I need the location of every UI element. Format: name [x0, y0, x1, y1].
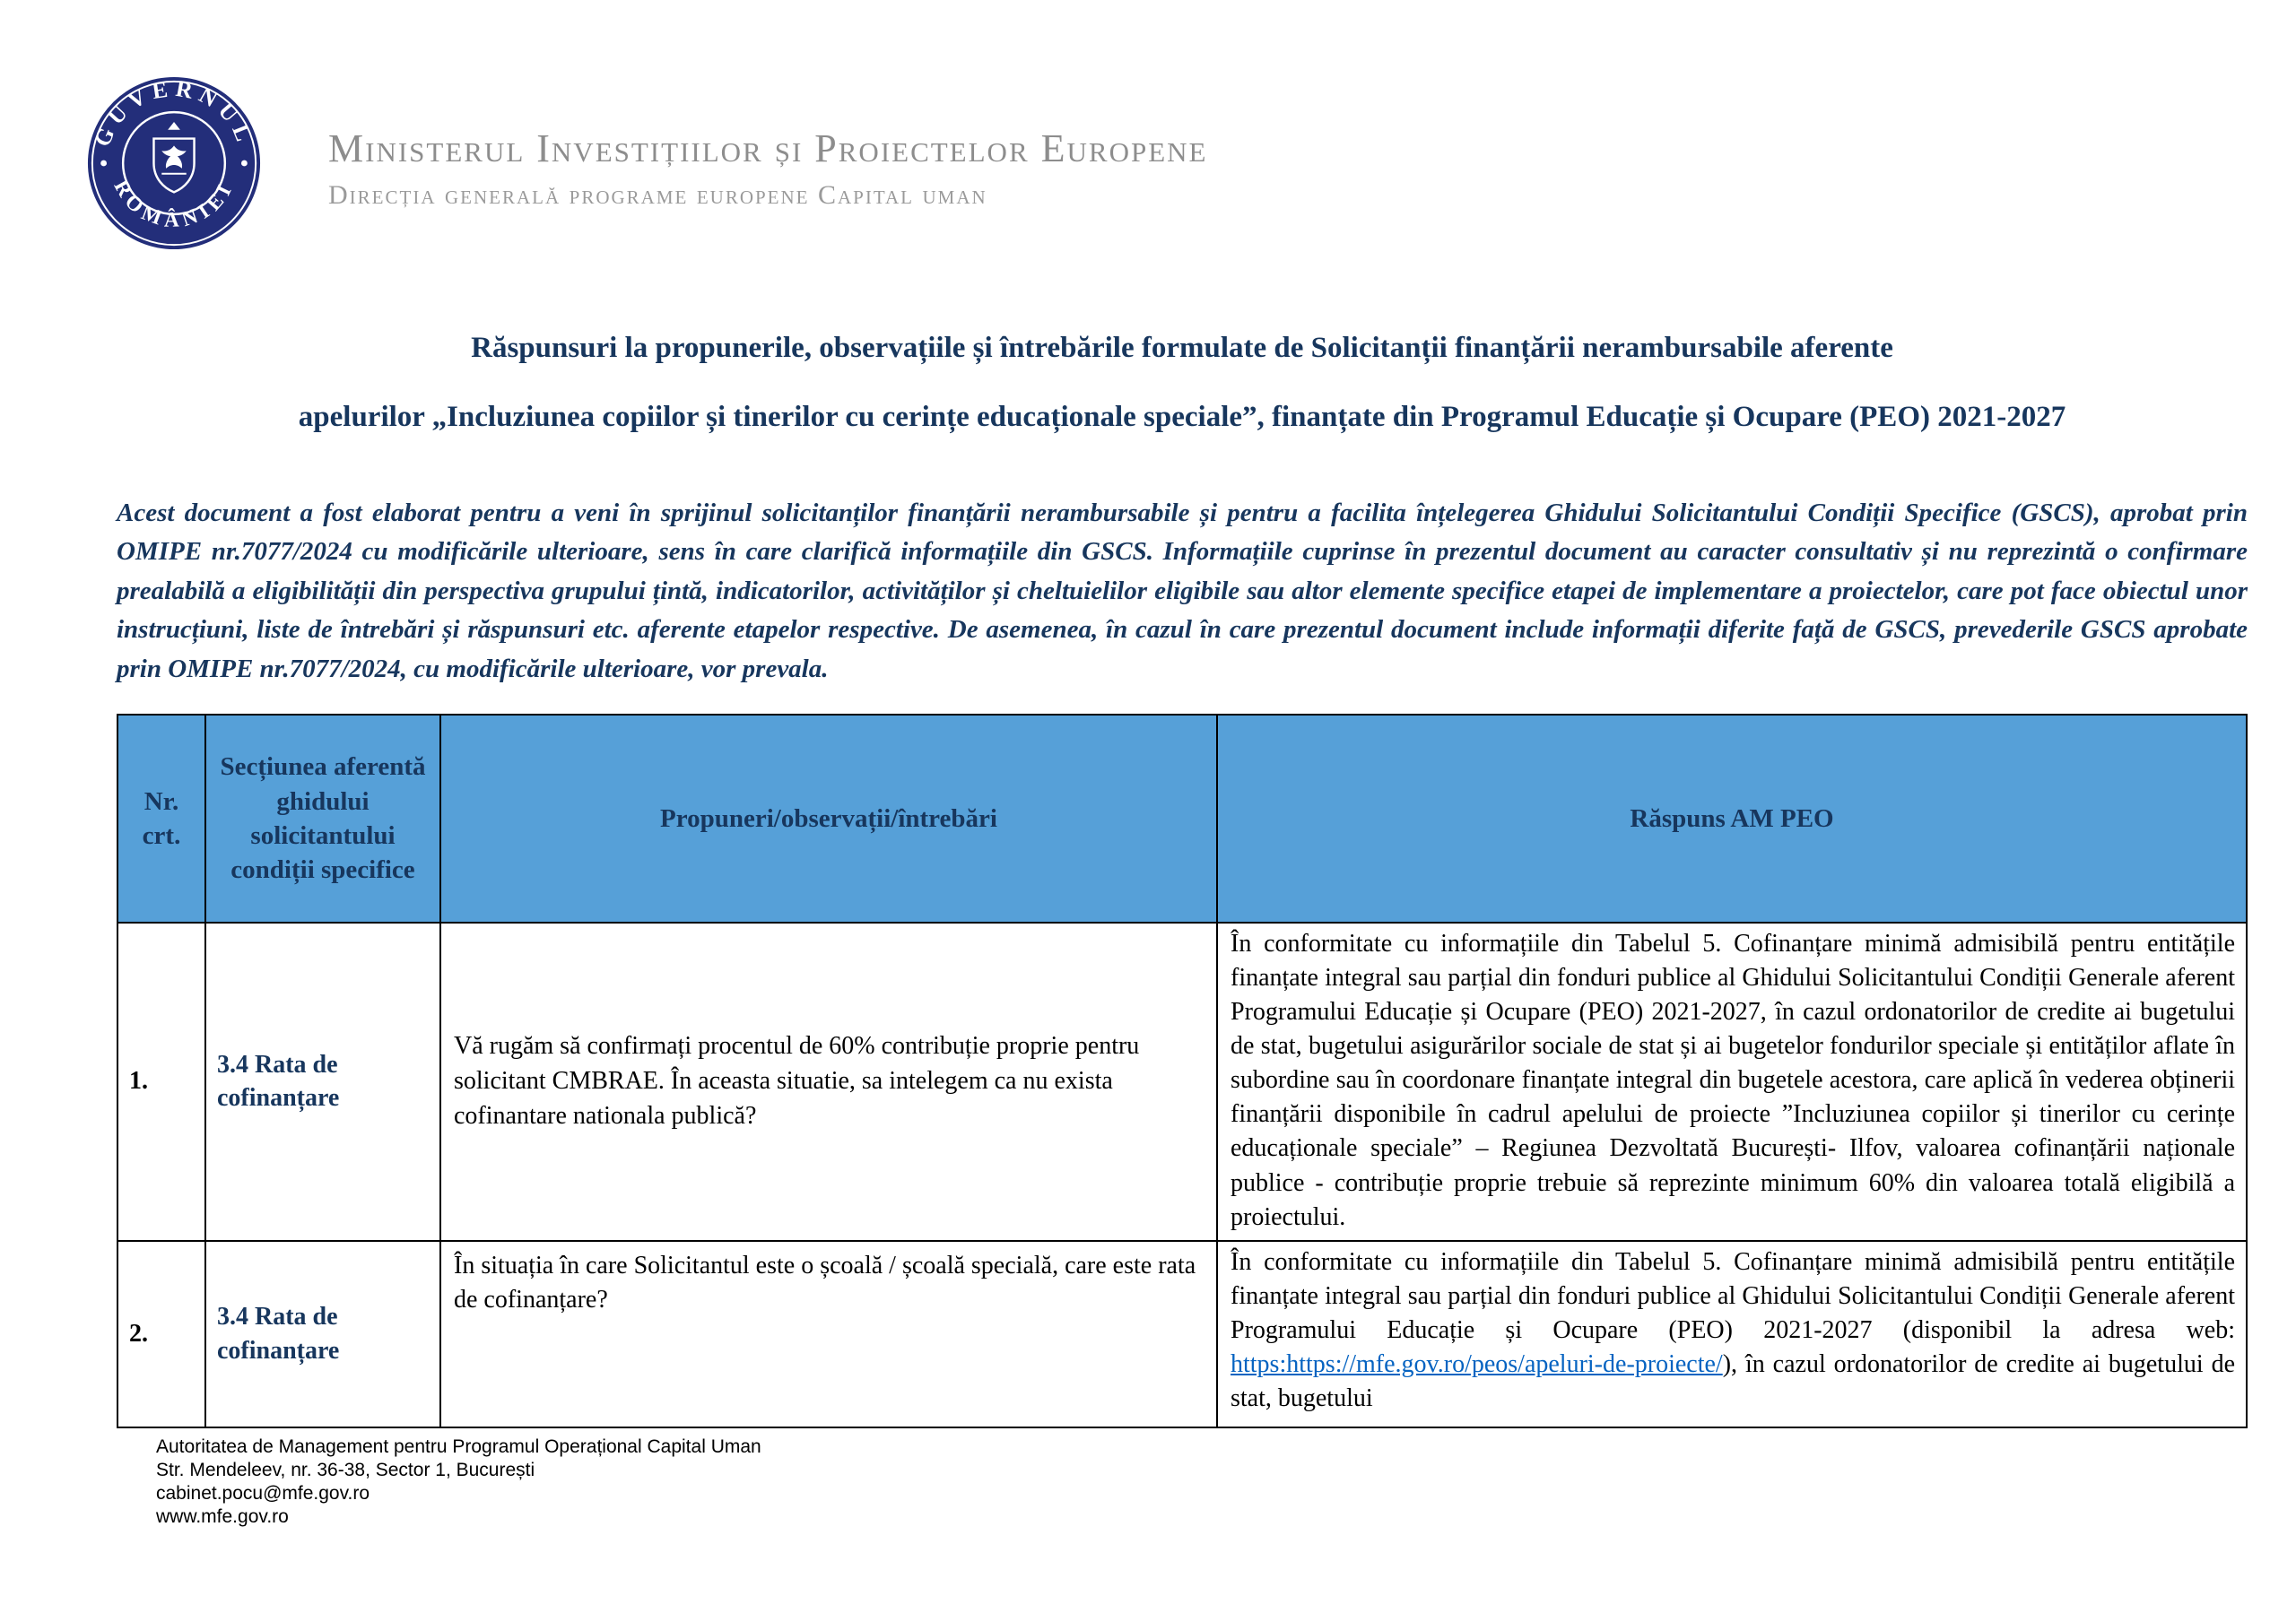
- seal-text-top: GUVERNUL: [89, 75, 259, 151]
- col-header-answer: Răspuns AM PEO: [1217, 715, 2247, 923]
- answer-text-before-link: În conformitate cu informațiile din Tabelul 5. Cofinanțare minimă admisibilă pentru entitățile finanțate integral sau parțial din fonduri publice al Ghidului Solicitantului Condiții Generale aferent Programului Educație și Ocupare (PEO) 2021-2027 (disponibil la adresa web:: [1231, 1247, 2235, 1344]
- row-question: Vă rugăm să confirmați procentul de 60% contribuție proprie pentru solicitant CMBRAE. În aceasta situatie, sa intelegem ca nu exista cofinantare nationala publică?: [440, 923, 1217, 1241]
- ministry-header-block: [328, 75, 1207, 211]
- directorate-name: Direcția generală programe europene Capital uman: [328, 180, 987, 210]
- row-answer-text: [1231, 1245, 2235, 1416]
- footer-authority: Autoritatea de Management pentru Programul Operațional Capital Uman: [156, 1436, 761, 1457]
- col-header-questions: Propuneri/observații/întrebări: [440, 715, 1217, 923]
- footer-email: cabinet.pocu@mfe.gov.ro: [156, 1482, 370, 1504]
- col-header-section: Secțiunea aferentă ghidului solicitantului condiții specifice: [205, 715, 440, 923]
- seal-dot-right: [241, 160, 248, 167]
- table-header-row: [117, 715, 2247, 923]
- title-line-2: apelurilor „Incluziunea copiilor și tinerilor cu cerințe educaționale speciale”, finanțate din Programul Educație și Ocupare (PEO) 2021-2027: [298, 401, 2066, 434]
- seal-dot-left: [100, 160, 107, 167]
- answer-text-after-link: ), în cazul ordonatorilor de credite ai bugetului de stat, bugetului: [1231, 1349, 2235, 1413]
- government-seal-logo: [86, 75, 262, 251]
- row-number: 2.: [117, 1241, 205, 1427]
- footer-website: www.mfe.gov.ro: [156, 1505, 289, 1527]
- table-row: [117, 1241, 2247, 1427]
- document-footer: [156, 1436, 2248, 1529]
- document-header: [0, 0, 2296, 251]
- ministry-name: Ministerul Investițiilor și Proiectelor Europene: [328, 126, 1208, 170]
- intro-paragraph: Acest document a fost elaborat pentru a veni în sprijinul solicitanților finanțării nerambursabile și pentru a facilita înțelegerea Ghidului Solicitantului Condiții Specifice (GSCS), aprobat prin OMIPE nr.7077/2024 cu modificările ulterioare, sens în care clarifică informațiile din GSCS. Informațiile cuprinse în prezentul document au caracter consultativ și nu reprezintă o confirmare prealabilă a eligibilității din perspectiva grupului țintă, indicatorilor, activităților și cheltuielilor eligibile sau altor elemente specifice etapei de implementare a proiectelor, care pot face obiectul unor instrucțiuni, liste de întrebări și răspunsuri etc. aferente etapelor respective. De asemenea, în cazul în care prezentul document include informații diferite față de GSCS, prevederile GSCS aprobate prin OMIPE nr.7077/2024, cu modificările ulterioare, vor prevala.: [117, 498, 2248, 683]
- row-question: În situația în care Solicitantul este o școală / școală specială, care este rata de cofinanțare?: [440, 1241, 1217, 1427]
- answer-hyperlink[interactable]: https:https://mfe.gov.ro/peos/apeluri-de-proiecte/: [1231, 1349, 1723, 1378]
- row-section: 3.4 Rata de cofinanțare: [205, 1241, 440, 1427]
- table-row: [117, 923, 2247, 1241]
- row-answer: [1217, 1241, 2247, 1427]
- document-title: [117, 330, 2248, 437]
- footer-address: Str. Mendeleev, nr. 36-38, Sector 1, București: [156, 1459, 535, 1480]
- row-answer: În conformitate cu informațiile din Tabelul 5. Cofinanțare minimă admisibilă pentru entitățile finanțate integral sau parțial din fonduri publice al Ghidului Solicitantului Condiții Generale aferent Programului Educație și Ocupare (PEO) 2021-2027, în cazul ordonatorilor de credite ai bugetului de stat, bugetului asigurărilor sociale de stat și ai bugetelor fondurilor speciale și entităților aflate în subordine sau în coordonare finanțate integral din bugetele acestora, care aplică în vederea obținerii finanțării disponibile în cadrul apelului de proiecte ”Incluziunea copiilor și tinerilor cu cerințe educaționale speciale” – Regiunea Dezvoltată București- Ilfov, valoarea cofinanțării naționale publice - contribuție proprie trebuie să reprezinte minimum 60% din valoarea totală eligibilă a proiectului.: [1217, 923, 2247, 1241]
- row-number: 1.: [117, 923, 205, 1241]
- document-content: [0, 330, 2296, 1529]
- qa-table: [117, 714, 2248, 1428]
- seal-text-bottom: ROMÂNIEI: [109, 176, 239, 232]
- title-line-1: Răspunsuri la propunerile, observațiile și întrebările formulate de Solicitanții finanțării nerambursabile aferente: [471, 332, 1893, 364]
- col-header-nr-crt: Nr. crt.: [117, 715, 205, 923]
- row-section: 3.4 Rata de cofinanțare: [205, 923, 440, 1241]
